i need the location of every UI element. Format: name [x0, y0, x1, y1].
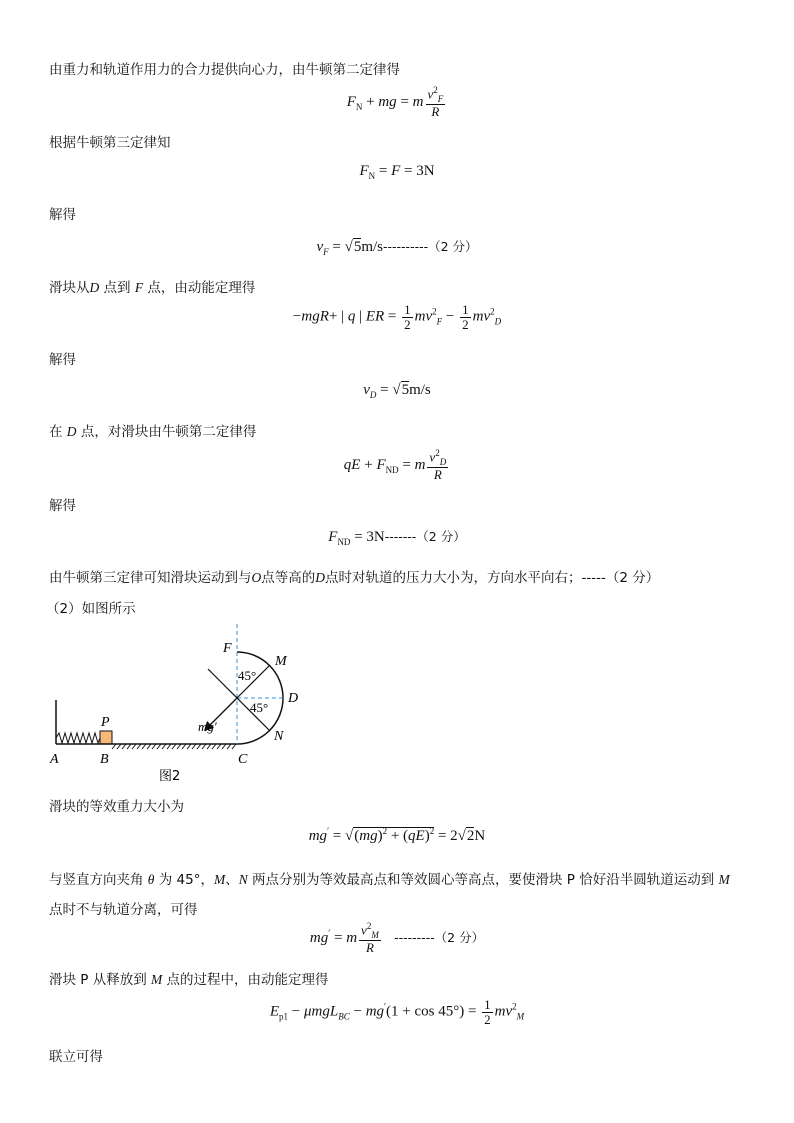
- equation-FND: $F_{ND} = 3N-------(2$ 分）: [328, 529, 466, 547]
- label-a: A: [50, 752, 59, 767]
- label-angle-1: 45°: [238, 668, 257, 683]
- text-line-13: 滑块 P 从释放到 M 点的过程中，由动能定理得: [49, 972, 329, 988]
- equation-vF: $v_F = √5m/s----------(2$ 分）: [316, 239, 478, 257]
- figure-caption: 图2: [159, 769, 181, 784]
- equation-newton-second-F: $F_N$ + mg = m $\frac{v^2_F}{R}$: [346, 85, 444, 120]
- text-line-7: 解得: [49, 498, 76, 514]
- equation-newton-second-D: qE + $F_{ND} = m$ $\frac{v^2_D}{R}$: [343, 448, 447, 483]
- label-mg: mg′: [198, 719, 217, 734]
- score-note: ---------（2 分）: [394, 929, 485, 945]
- label-p: P: [101, 715, 110, 730]
- spring: [56, 733, 100, 743]
- text-line-11: 与竖直方向夹角 θ 为 45°，M、N 两点分别为等效最高点和等效圆心等高点，要使滑块 P 恰好沿半圆轨道运动到 M: [49, 872, 730, 888]
- text-line-6: 在 D 点，对滑块由牛顿第二定律得: [49, 424, 257, 440]
- text-line-3: 解得: [49, 207, 76, 223]
- score-note: -------（2 分）: [384, 529, 466, 544]
- label-b: B: [100, 752, 109, 767]
- label-f: F: [223, 641, 232, 656]
- text-line-5: 解得: [49, 352, 76, 368]
- text-line-9: （2）如图所示: [46, 601, 136, 617]
- score-note: ----------（2 分）: [383, 239, 478, 254]
- text-line-8: 由牛顿第三定律可知滑块运动到与O点等高的D点时对轨道的压力大小为，方向水平向右；-----（2 分）: [49, 570, 660, 586]
- label-angle-2: 45°: [250, 700, 269, 715]
- text-line-2: 根据牛顿第三定律知: [49, 135, 171, 151]
- label-m: M: [275, 654, 287, 669]
- text-line-14: 联立可得: [49, 1049, 103, 1065]
- equation-work-energy-M: $E_{p1} - \mu mgL_{BC} - mg'(1 + \cos 45^\circ)$ = $\frac{1}{2}$ $mv^2_M$: [269, 997, 525, 1027]
- equation-newton-third: $F_N = F = 3N$: [359, 163, 435, 181]
- block-p: [100, 731, 112, 744]
- label-n: N: [274, 729, 284, 744]
- text-line-4: 滑块从D 点到 F 点，由动能定理得: [49, 280, 256, 296]
- equation-vD: $v_D = √5m/s$: [363, 382, 431, 400]
- text-line-12: 点时不与轨道分离，可得: [49, 902, 198, 918]
- label-d: D: [288, 691, 299, 706]
- figure-2-diagram: [40, 618, 340, 790]
- equation-work-energy-DF: −mgR+ | q | ER = $\frac{1}{2}$ $mv^2_F$ − $\frac{1}{2}$ $mv^2_D$: [292, 302, 502, 332]
- equation-equivalent-gravity: mg′ = √(mg)$^2$ + (qE)$^2$ = 2√2N: [308, 826, 486, 844]
- text-line-10: 滑块的等效重力大小为: [49, 799, 184, 815]
- text-line-1: 由重力和轨道作用力的合力提供向心力，由牛顿第二定律得: [49, 62, 400, 78]
- equation-critical-M: mg′ = m $\frac{v^2_M}{R}$ ---------（2 分）: [309, 921, 485, 956]
- label-c: C: [238, 752, 248, 767]
